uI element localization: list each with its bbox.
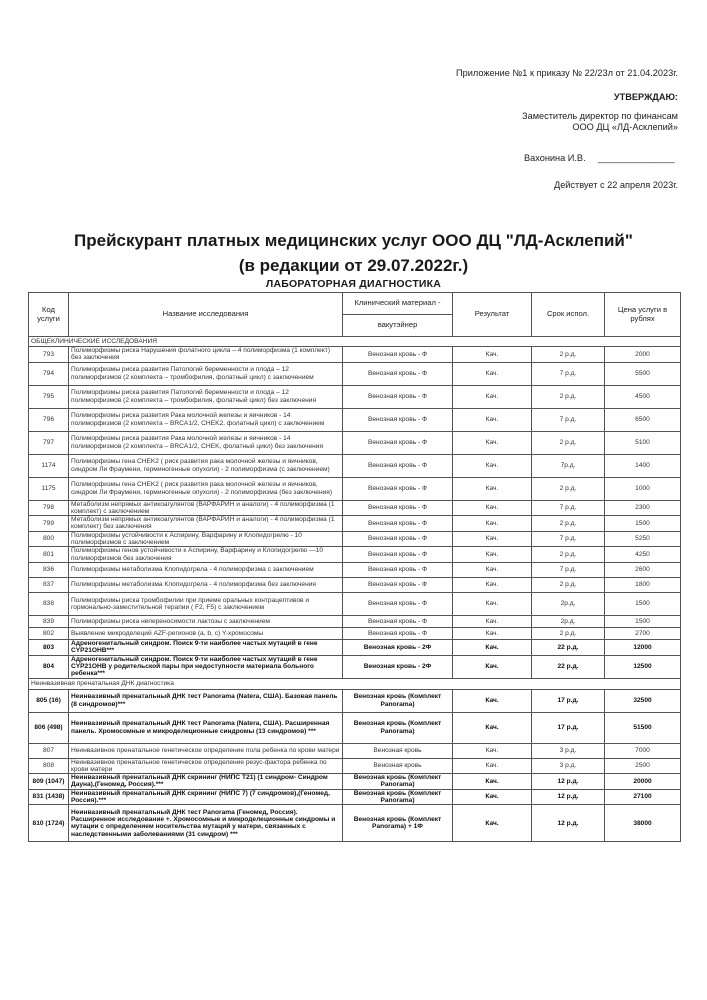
- lead-time: 7 р.д.: [532, 362, 605, 385]
- section-row: [29, 678, 681, 689]
- clinical-material: Венозная кровь (Комплект Panorama): [343, 789, 453, 805]
- clinical-material: Венозная кровь (Комплект Panorama): [343, 774, 453, 790]
- clinical-material: Венозная кровь (Комплект Panorama): [343, 689, 453, 712]
- lead-time: 17 р.д.: [532, 712, 605, 743]
- lead-time: 2 р.д.: [532, 547, 605, 563]
- service-code: 839: [29, 615, 69, 627]
- service-code: 798: [29, 500, 69, 516]
- service-code: 793: [29, 347, 69, 363]
- service-code: 808: [29, 758, 69, 774]
- signatory-name: Вахонина И.В.: [524, 153, 586, 163]
- lead-time: 7 р.д.: [532, 408, 605, 431]
- header-name: Название исследования: [69, 293, 343, 337]
- service-code: 795: [29, 385, 69, 408]
- clinical-material: Венозная кровь (Комплект Panorama): [343, 712, 453, 743]
- service-name: Полиморфизмы риска развития Рака молочной железы и яичников - 14 полиморфизмов (2 комплекта – BRCA1/2, CHEK, фолатный цикл) без заключения: [69, 431, 343, 454]
- result-type: Кач.: [453, 712, 532, 743]
- service-code: 801: [29, 547, 69, 563]
- table-row: [29, 592, 681, 615]
- service-name: Полиморфизмы метаболизма Клопидогрела - 4 полиморфизма без заключения: [69, 577, 343, 592]
- lead-time: 2 р.д.: [532, 347, 605, 363]
- clinical-material: Венозная кровь - Ф: [343, 385, 453, 408]
- service-price: 2700: [605, 627, 681, 639]
- table-row: [29, 743, 681, 758]
- lead-time: 17 р.д.: [532, 689, 605, 712]
- clinical-material: Венозная кровь - Ф: [343, 592, 453, 615]
- clinical-material: Венозная кровь - Ф: [343, 615, 453, 627]
- table-row: [29, 615, 681, 627]
- service-name: Неинвазивный пренатальный ДНК тест Panorama (Геномед, Россия). Расширенное исследование +. Хромосомные и микроделеционные синдромы и мутации с определением носительства мутаций у матери, связанных с наследственными заболеваниями (31 синдром) ***: [69, 805, 343, 842]
- signature-line: _______________: [598, 153, 675, 163]
- result-type: Кач.: [453, 385, 532, 408]
- service-name: Полиморфизмы метаболизма Клопидогрела - 4 полиморфизма с заключением: [69, 562, 343, 577]
- service-code: 806 (498): [29, 712, 69, 743]
- result-type: Кач.: [453, 477, 532, 500]
- service-name: Метаболизм непрямых антикоагулянтов (ВАРФАРИН и аналоги) - 4 полиморфизма (1 комплект) без заключения: [69, 516, 343, 532]
- lead-time: 2 р.д.: [532, 431, 605, 454]
- service-code: 807: [29, 743, 69, 758]
- lead-time: 7 р.д.: [532, 500, 605, 516]
- service-name: Полиморфизмы устойчивости к Аспирину, Варфарину и Клопидогрелю - 10 полиморфизмов с заключением: [69, 531, 343, 547]
- table-row: [29, 362, 681, 385]
- clinical-material: Венозная кровь - Ф: [343, 627, 453, 639]
- result-type: Кач.: [453, 347, 532, 363]
- clinical-material: Венозная кровь - 2Ф: [343, 639, 453, 655]
- service-name: Неинвазивное пренатальное генетическое определение резус-фактора ребенка по крови матери: [69, 758, 343, 774]
- result-type: Кач.: [453, 531, 532, 547]
- result-type: Кач.: [453, 500, 532, 516]
- lead-time: 12 р.д.: [532, 805, 605, 842]
- service-name: Неинвазивный пренатальный ДНК тест Panorama (Natera, США). Расширенная панель. Хромосомные и микроделеционные синдромы (13 синдромов) ***: [69, 712, 343, 743]
- clinical-material: Венозная кровь - Ф: [343, 431, 453, 454]
- result-type: Кач.: [453, 562, 532, 577]
- lead-time: 7р.д.: [532, 454, 605, 477]
- clinical-material: Венозная кровь: [343, 743, 453, 758]
- service-code: 809 (1047): [29, 774, 69, 790]
- service-price: 7000: [605, 743, 681, 758]
- lead-time: 2 р.д.: [532, 385, 605, 408]
- clinical-material: Венозная кровь - Ф: [343, 362, 453, 385]
- service-name: Полиморфизмы риска Нарушения фолатного цикла – 4 полиморфизма (1 комплект) без заключения: [69, 347, 343, 363]
- service-price: 32500: [605, 689, 681, 712]
- table-row: [29, 627, 681, 639]
- section-title: ЛАБОРАТОРНАЯ ДИАГНОСТИКА: [265, 278, 442, 290]
- result-type: Кач.: [453, 408, 532, 431]
- header-code: Код услуги: [29, 293, 69, 337]
- section-label: Неинвазивная пренатальная ДНК диагностика: [29, 678, 681, 689]
- clinical-material: Венозная кровь - Ф: [343, 408, 453, 431]
- result-type: Кач.: [453, 577, 532, 592]
- table-row: [29, 562, 681, 577]
- price-table-body: [29, 337, 681, 842]
- service-price: 5500: [605, 362, 681, 385]
- table-row: [29, 516, 681, 532]
- service-code: 803: [29, 639, 69, 655]
- result-type: Кач.: [453, 615, 532, 627]
- header-term: Срок испол.: [532, 293, 605, 337]
- service-price: 5250: [605, 531, 681, 547]
- lead-time: 3 р.д.: [532, 743, 605, 758]
- service-code: 796: [29, 408, 69, 431]
- service-name: Неинвазивный пренатальный ДНК тест Panorama (Natera, США). Базовая панель (8 синдромов)***: [69, 689, 343, 712]
- result-type: Кач.: [453, 516, 532, 532]
- clinical-material: Венозная кровь (Комплект Panorama) + 1Ф: [343, 805, 453, 842]
- table-row: [29, 431, 681, 454]
- header-result: Результат: [453, 293, 532, 337]
- result-type: Кач.: [453, 454, 532, 477]
- section-label: ОБЩЕКЛИНИЧЕСКИЕ ИССЛЕДОВАНИЯ: [29, 337, 681, 347]
- service-name: Полиморфизмы генов устойчивости к Аспирину, Варфарину и Клопидогрелю —10 полиморфизмов без заключения: [69, 547, 343, 563]
- service-price: 1000: [605, 477, 681, 500]
- clinical-material: Венозная кровь - Ф: [343, 577, 453, 592]
- service-code: 805 (16): [29, 689, 69, 712]
- result-type: Кач.: [453, 639, 532, 655]
- service-code: 804: [29, 655, 69, 678]
- lead-time: 3 р.д.: [532, 758, 605, 774]
- lead-time: 2 р.д.: [532, 577, 605, 592]
- service-name: Адреногенитальный синдром. Поиск 9-ти наиболее частых мутаций в гене CYP21OHB у родительской пары при недоступности материала больного ребенка***: [69, 655, 343, 678]
- clinical-material: Венозная кровь: [343, 758, 453, 774]
- service-name: Метаболизм непрямых антикоагулянтов (ВАРФАРИН и аналоги) - 4 полиморфизма (1 комплект) с заключением: [69, 500, 343, 516]
- service-name: Полиморфизмы риска развития Патологий беременности и плода – 12 полиморфизмов (2 комплекта – тромбофилия, фолатный цикл) без заключения: [69, 385, 343, 408]
- lead-time: 7 р.д.: [532, 531, 605, 547]
- service-price: 4500: [605, 385, 681, 408]
- service-price: 2000: [605, 347, 681, 363]
- service-price: 5100: [605, 431, 681, 454]
- table-row: [29, 712, 681, 743]
- lead-time: 22 р.д.: [532, 655, 605, 678]
- service-price: 4250: [605, 547, 681, 563]
- service-name: Полиморфизмы риска развития Рака молочной железы и яичников - 14 полиморфизмов (2 комплекта – BRCA1/2, CHEK2, фолатный цикл) с заключением: [69, 408, 343, 431]
- service-code: 838: [29, 592, 69, 615]
- lead-time: 22 р.д.: [532, 639, 605, 655]
- service-name: Полиморфизмы гена CHEK2 ( риск развития рака молочной железы и яичников, синдром Ли Фраумени, герминогенные опухоли) - 2 полиморфизма (с заключением): [69, 454, 343, 477]
- service-code: 799: [29, 516, 69, 532]
- service-price: 38000: [605, 805, 681, 842]
- service-code: 802: [29, 627, 69, 639]
- clinical-material: Венозная кровь - Ф: [343, 500, 453, 516]
- table-row: [29, 531, 681, 547]
- clinical-material: Венозная кровь - Ф: [343, 477, 453, 500]
- service-price: 2300: [605, 500, 681, 516]
- service-code: 794: [29, 362, 69, 385]
- clinical-material: Венозная кровь - 2Ф: [343, 655, 453, 678]
- service-name: Полиморфизмы гена CHEK2 ( риск развития рака молочной железы и яичников, синдром Ли Фраумени, герминогенные опухоли) - 2 полиморфизма (без заключения): [69, 477, 343, 500]
- clinical-material: Венозная кровь - Ф: [343, 454, 453, 477]
- result-type: Кач.: [453, 362, 532, 385]
- result-type: Кач.: [453, 789, 532, 805]
- service-price: 1500: [605, 592, 681, 615]
- table-row: [29, 639, 681, 655]
- lead-time: 7 р.д.: [532, 562, 605, 577]
- service-code: 1175: [29, 477, 69, 500]
- document-edition: (в редакции от 29.07.2022г.): [238, 256, 469, 275]
- result-type: Кач.: [453, 774, 532, 790]
- section-row: [29, 337, 681, 347]
- service-code: 831 (1438): [29, 789, 69, 805]
- clinical-material: Венозная кровь - Ф: [343, 562, 453, 577]
- table-row: [29, 500, 681, 516]
- table-row: [29, 789, 681, 805]
- clinical-material: Венозная кровь - Ф: [343, 531, 453, 547]
- table-row: [29, 547, 681, 563]
- lead-time: 2р.д.: [532, 615, 605, 627]
- clinical-material: Венозная кровь - Ф: [343, 347, 453, 363]
- service-price: 12500: [605, 655, 681, 678]
- lead-time: 12 р.д.: [532, 789, 605, 805]
- table-row: [29, 655, 681, 678]
- service-code: 800: [29, 531, 69, 547]
- service-name: Неинвазивный пренатальный ДНК скрининг (НИПС 7) (7 синдромов),(Геномед, Россия).***: [69, 789, 343, 805]
- table-row: [29, 347, 681, 363]
- table-row: [29, 758, 681, 774]
- service-price: 51500: [605, 712, 681, 743]
- table-row: [29, 689, 681, 712]
- service-price: 27100: [605, 789, 681, 805]
- service-code: 837: [29, 577, 69, 592]
- result-type: Кач.: [453, 431, 532, 454]
- result-type: Кач.: [453, 592, 532, 615]
- service-price: 6500: [605, 408, 681, 431]
- service-price: 2600: [605, 562, 681, 577]
- service-code: 797: [29, 431, 69, 454]
- lead-time: 2 р.д.: [532, 477, 605, 500]
- appendix-note: Приложение №1 к приказу № 22/23л от 21.04.2023г.: [456, 68, 678, 78]
- service-name: Полиморфизмы риска тромбофилии при приеме оральных контрацептивов и гормонально-заместительной терапии ( F2, F5) с заключением: [69, 592, 343, 615]
- service-name: Адреногенитальный синдром. Поиск 9-ти наиболее частых мутаций в гене CYP21OHB***: [69, 639, 343, 655]
- service-name: Полиморфизмы риска непереносимости лактозы с заключением: [69, 615, 343, 627]
- clinical-material: Венозная кровь - Ф: [343, 516, 453, 532]
- lead-time: 2 р.д.: [532, 627, 605, 639]
- clinical-material: Венозная кровь - Ф: [343, 547, 453, 563]
- header-price: Цена услуги в рублях: [605, 293, 681, 337]
- service-name: Неинвазивное пренатальное генетическое определение пола ребенка по крови матери: [69, 743, 343, 758]
- service-price: 1800: [605, 577, 681, 592]
- price-table: [28, 292, 681, 842]
- service-price: 1500: [605, 615, 681, 627]
- result-type: Кач.: [453, 689, 532, 712]
- service-code: 810 (1724): [29, 805, 69, 842]
- service-name: Выявление микроделеций AZF-регионов (a, b, c) Y-хромосомы: [69, 627, 343, 639]
- effective-date: Действует с 22 апреля 2023г.: [553, 180, 678, 190]
- service-price: 12000: [605, 639, 681, 655]
- service-name: Неинвазивный пренатальный ДНК скрининг (НИПС T21) (1 синдром- Синдром Дауна),(Геномед, Россия).***: [69, 774, 343, 790]
- table-row: [29, 454, 681, 477]
- header-container: вакутэйнер: [343, 315, 453, 337]
- document-title: Прейскурант платных медицинских услуг ООО ДЦ "ЛД-Асклепий": [74, 231, 633, 250]
- table-row: [29, 805, 681, 842]
- service-code: 1174: [29, 454, 69, 477]
- result-type: Кач.: [453, 758, 532, 774]
- table-row: [29, 774, 681, 790]
- service-price: 1500: [605, 516, 681, 532]
- lead-time: 2р.д.: [532, 592, 605, 615]
- lead-time: 2 р.д.: [532, 516, 605, 532]
- result-type: Кач.: [453, 655, 532, 678]
- table-row: [29, 408, 681, 431]
- header-material: Клинический материал -: [343, 293, 453, 315]
- result-type: Кач.: [453, 627, 532, 639]
- result-type: Кач.: [453, 805, 532, 842]
- table-row: [29, 577, 681, 592]
- service-name: Полиморфизмы риска развития Патологий беременности и плода – 12 полиморфизмов (2 комплекта – тромбофилия, фолатный цикл) с заключением: [69, 362, 343, 385]
- service-price: 1400: [605, 454, 681, 477]
- result-type: Кач.: [453, 547, 532, 563]
- service-code: 836: [29, 562, 69, 577]
- approve-label: УТВЕРЖДАЮ:: [613, 92, 678, 102]
- lead-time: 12 р.д.: [532, 774, 605, 790]
- service-price: 20000: [605, 774, 681, 790]
- table-row: [29, 477, 681, 500]
- table-row: [29, 385, 681, 408]
- approver-position-1: Заместитель директор по финансам: [522, 111, 678, 121]
- result-type: Кач.: [453, 743, 532, 758]
- service-price: 2500: [605, 758, 681, 774]
- approver-position-2: ООО ДЦ «ЛД-Асклепий»: [572, 122, 678, 132]
